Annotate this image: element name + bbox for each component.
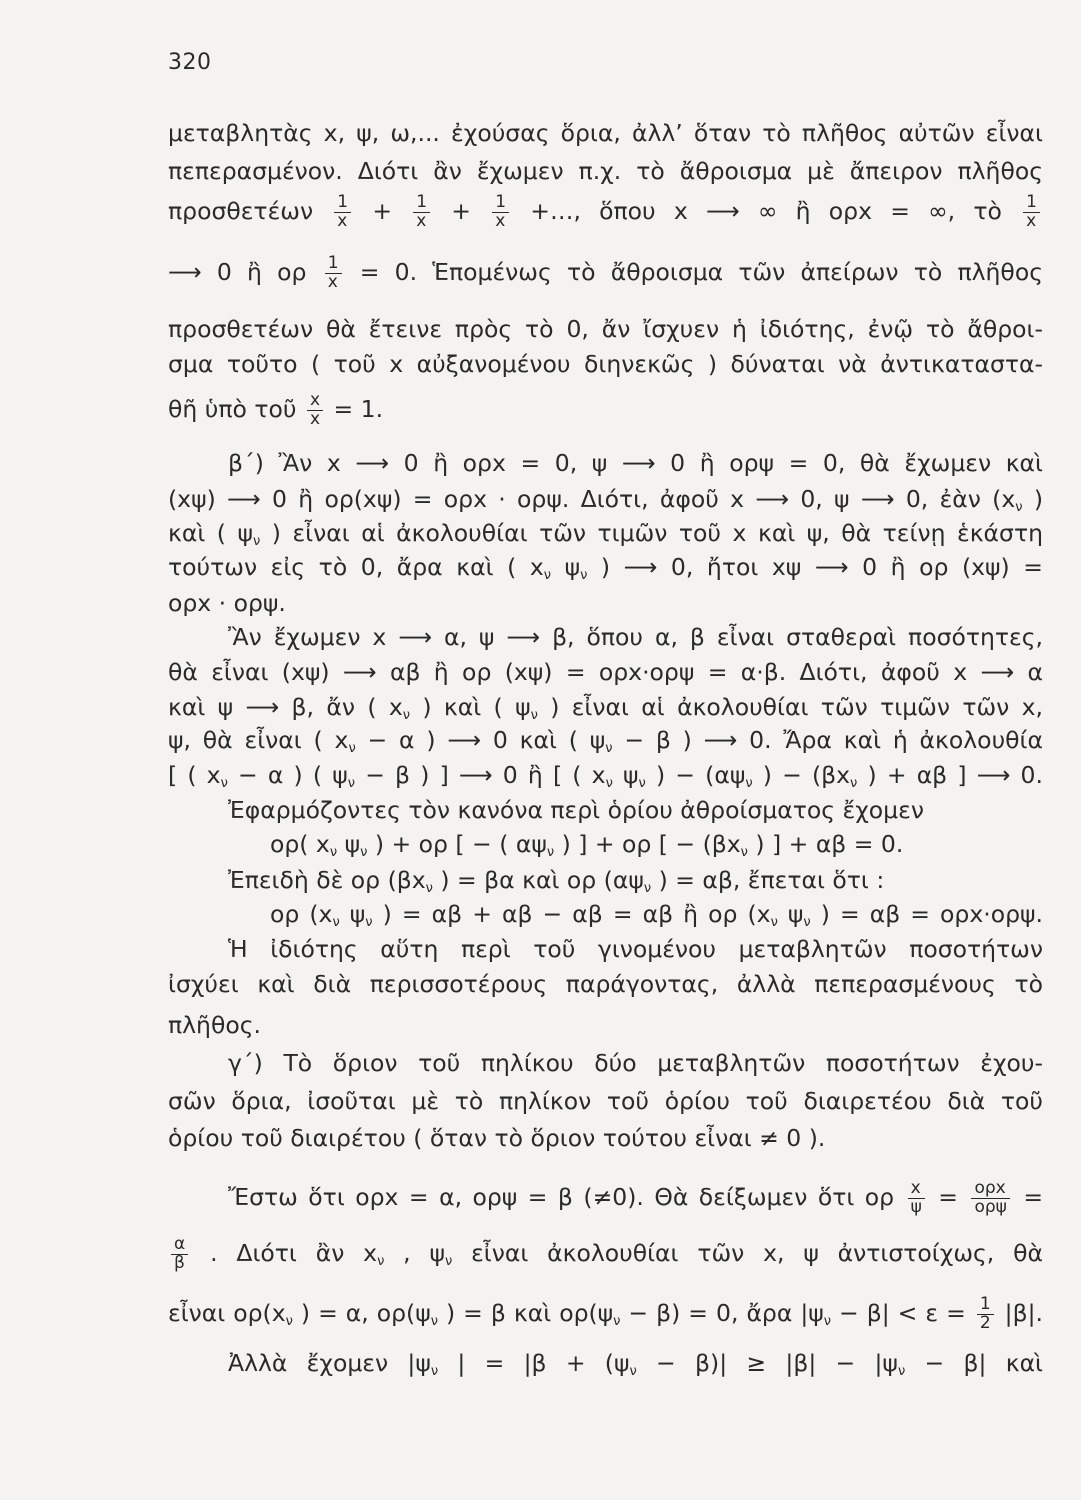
text-segment: |β|. (1004, 1298, 1043, 1327)
text-segment: προσθετέων (168, 196, 314, 225)
text-line: καὶ ψ ⟶ β, ἄν ( $x_\nu$ ) καὶ ( $\psi_\nu$ ) εἶναι αἱ ἀκολουθίαι τῶν τιμῶν τῶν x, (168, 693, 1044, 723)
text-line: τούτων εἰς τὸ 0, ἄρα καὶ ( $x_\nu$ $\psi_\nu$ ) ⟶ 0, ἤτοι xψ ⟶ 0 ἢ ορ (xψ) = (168, 553, 1043, 583)
fraction-orx-over-orpsi: $\frac{\text{ορx}}{\text{ορψ}}$ (971, 1180, 1009, 1217)
text-segment: . Διότι ἂν $x_\nu$ , $\psi_\nu$ εἶναι ἀκολουθίαι τῶν x, ψ ἀντιστοίχως, θὰ (210, 1238, 1043, 1269)
text-line: ἰσχύει καὶ διὰ περισσοτέρους παράγοντας, ἀλλὰ πεπερασμένους τὸ (168, 970, 1043, 998)
fraction-1-over-x: $\frac{1}{x}$ (1023, 194, 1040, 231)
text-line: β΄) Ἂν x ⟶ 0 ἢ ορx = 0, ψ ⟶ 0 ἢ ορψ = 0, θὰ ἔχωμεν καὶ (228, 449, 1043, 477)
text-segment: = 1. (333, 394, 384, 423)
text-line: [ ( $x_\nu - \alpha$ ) ( $\psi_\nu - \beta$ ) ] ⟶ 0 ἢ [ ( $x_\nu$ $\psi_\nu$ ) − ($\alpha\psi_\nu$ ) − ($\beta x_\nu$ ) + αβ ] ⟶ 0. (168, 761, 1043, 791)
text-line-with-fractions (168, 392, 1043, 429)
fraction-x-over-psi: $\frac{x}{\psi}$ (908, 1180, 925, 1217)
text-line: καὶ ( $\psi_\nu$ ) εἶναι αἱ ἀκολουθίαι τῶν τιμῶν τοῦ x καὶ ψ, θὰ τείνῃ ἑκάστη (168, 519, 1043, 549)
text-line: Ἐφαρμόζοντες τὸν κανόνα περὶ ὁρίου ἀθροίσματος ἔχομεν (228, 796, 924, 824)
text-line: ορ ($x_\nu$ $\psi_\nu$ ) = αβ + αβ − αβ = αβ ἢ ορ ($x_\nu$ $\psi_\nu$ ) = αβ = ορx·ορψ. (270, 900, 1043, 930)
fraction-one-half: $\frac{1}{2}$ (977, 1296, 994, 1333)
text-line-with-fractions: προσθετέων $\frac{1}{x}$ + $\frac{1}{x}$ + $\frac{1}{x}$ +…, ὅπου x ⟶ ∞ ἢ ορx = ∞, τὸ $\frac{1}{x}$ (168, 194, 1043, 231)
text-line: πλῆθος. (168, 1011, 261, 1039)
text-segment: = 0. Ἑπομένως τὸ ἄθροισμα τῶν ἀπείρων τὸ πλῆθος (359, 257, 1043, 286)
text-segment: εἶναι $o\rho(x_\nu$ ) = α, $o\rho(\psi_\nu$ ) = β καὶ $o\rho(\psi_\nu - \beta) = 0$, ἄρα $|\psi_\nu - \beta| < \varepsilon$ = (168, 1298, 966, 1329)
fraction-x-over-x: $\frac{x}{x}$ (307, 392, 323, 429)
text-line: ὁρίου τοῦ διαιρέτου ( ὅταν τὸ ὅριον τούτου εἶναι ≠ 0 ). (168, 1124, 826, 1152)
text-line: Ἀλλὰ ἔχομεν $|\psi_\nu$ | = $|\beta + (\psi_\nu - \beta)| \ge |\beta| - |\psi_\nu - \beta|$ καὶ (228, 1349, 1044, 1379)
text-segment: Ἔστω ὅτι ορx = α, ορψ = β (≠0). Θὰ δείξωμεν ὅτι ορ (228, 1182, 895, 1211)
fraction-1-over-x: $\frac{1}{x}$ (492, 194, 509, 231)
text-line-with-fractions (168, 1236, 1043, 1273)
text-line: Ἡ ἰδιότης αὕτη περὶ τοῦ γινομένου μεταβλητῶν ποσοτήτων (228, 935, 1043, 963)
text-segment: ⟶ 0 ἢ ορ (168, 257, 307, 286)
text-line: ορx · ορψ. (168, 589, 286, 617)
fraction-1-over-x: $\frac{1}{x}$ (325, 255, 342, 292)
text-line-with-fractions (168, 255, 1043, 292)
text-line-with-fractions (168, 1296, 1043, 1333)
text-line: σμα τοῦτο ( τοῦ x αὐξανομένου διηνεκῶς ) δύναται νὰ ἀντικαταστα- (168, 350, 1043, 378)
text-line: σῶν ὅρια, ἰσοῦται μὲ τὸ πηλίκον τοῦ ὁρίου τοῦ διαιρετέου διὰ τοῦ (168, 1087, 1043, 1115)
text-line: Ἂν ἔχωμεν x ⟶ α, ψ ⟶ β, ὅπου α, β εἶναι σταθεραὶ ποσότητες, (228, 623, 1043, 651)
fraction-alpha-over-beta: $\frac{\alpha}{\beta}$ (171, 1236, 188, 1273)
text-line: γ΄) Τὸ ὅριον τοῦ πηλίκου δύο μεταβλητῶν ποσοτήτων ἐχου- (228, 1049, 1043, 1077)
page-number: 320 (168, 50, 212, 75)
text-line: θὰ εἶναι (xψ) ⟶ αβ ἢ ορ (xψ) = ορx·ορψ = α·β. Διότι, ἀφοῦ x ⟶ α (168, 658, 1043, 686)
text-line: μεταβλητὰς x, ψ, ω,... ἐχούσας ὅρια, ἀλλ’ ὅταν τὸ πλῆθος αὐτῶν εἶναι (168, 119, 1043, 147)
fraction-1-over-x: $\frac{1}{x}$ (334, 194, 351, 231)
text-segment: +…, ὅπου x ⟶ ∞ ἢ ορx = ∞, τὸ (530, 196, 1002, 225)
text-line: (xψ) ⟶ 0 ἢ ορ(xψ) = ορx · ορψ. Διότι, ἀφοῦ x ⟶ 0, ψ ⟶ 0, ἐὰν ($x_\nu$ ) (168, 485, 1043, 515)
text-line: ορ( $x_\nu$ $\psi_\nu$ ) + ορ [ − ( $\alpha\psi_\nu$ ) ] + ορ [ − ($\beta x_\nu$ ) ] + αβ = 0. (270, 830, 904, 860)
text-line: ψ, θὰ εἶναι ( $x_\nu - \alpha$ ) ⟶ 0 καὶ ( $\psi_\nu - \beta$ ) ⟶ 0. Ἄρα καὶ ἡ ἀκολουθία (168, 726, 1043, 756)
text-line: Ἐπειδὴ δὲ ορ ($\beta x_\nu$ ) = βα καὶ ορ ($\alpha\psi_\nu$ ) = αβ, ἔπεται ὅτι : (228, 866, 885, 896)
fraction-1-over-x: $\frac{1}{x}$ (413, 194, 430, 231)
text-line-with-fractions: Ἔστω ὅτι ορx = α, ορψ = β (≠0). Θὰ δείξωμεν ὅτι ορ $\frac{x}{\psi}$ = $\frac{\text{ορx}}{\text{ορψ}}$ = (228, 1178, 1044, 1217)
text-segment: θῆ ὑπὸ τοῦ (168, 394, 297, 423)
text-line: πεπερασμένον. Διότι ἂν ἔχωμεν π.χ. τὸ ἄθροισμα μὲ ἄπειρον πλῆθος (168, 157, 1043, 185)
text-line: προσθετέων θὰ ἔτεινε πρὸς τὸ 0, ἄν ἴσχυεν ἡ ἰδιότης, ἐνῷ τὸ ἄθροι- (168, 315, 1043, 343)
